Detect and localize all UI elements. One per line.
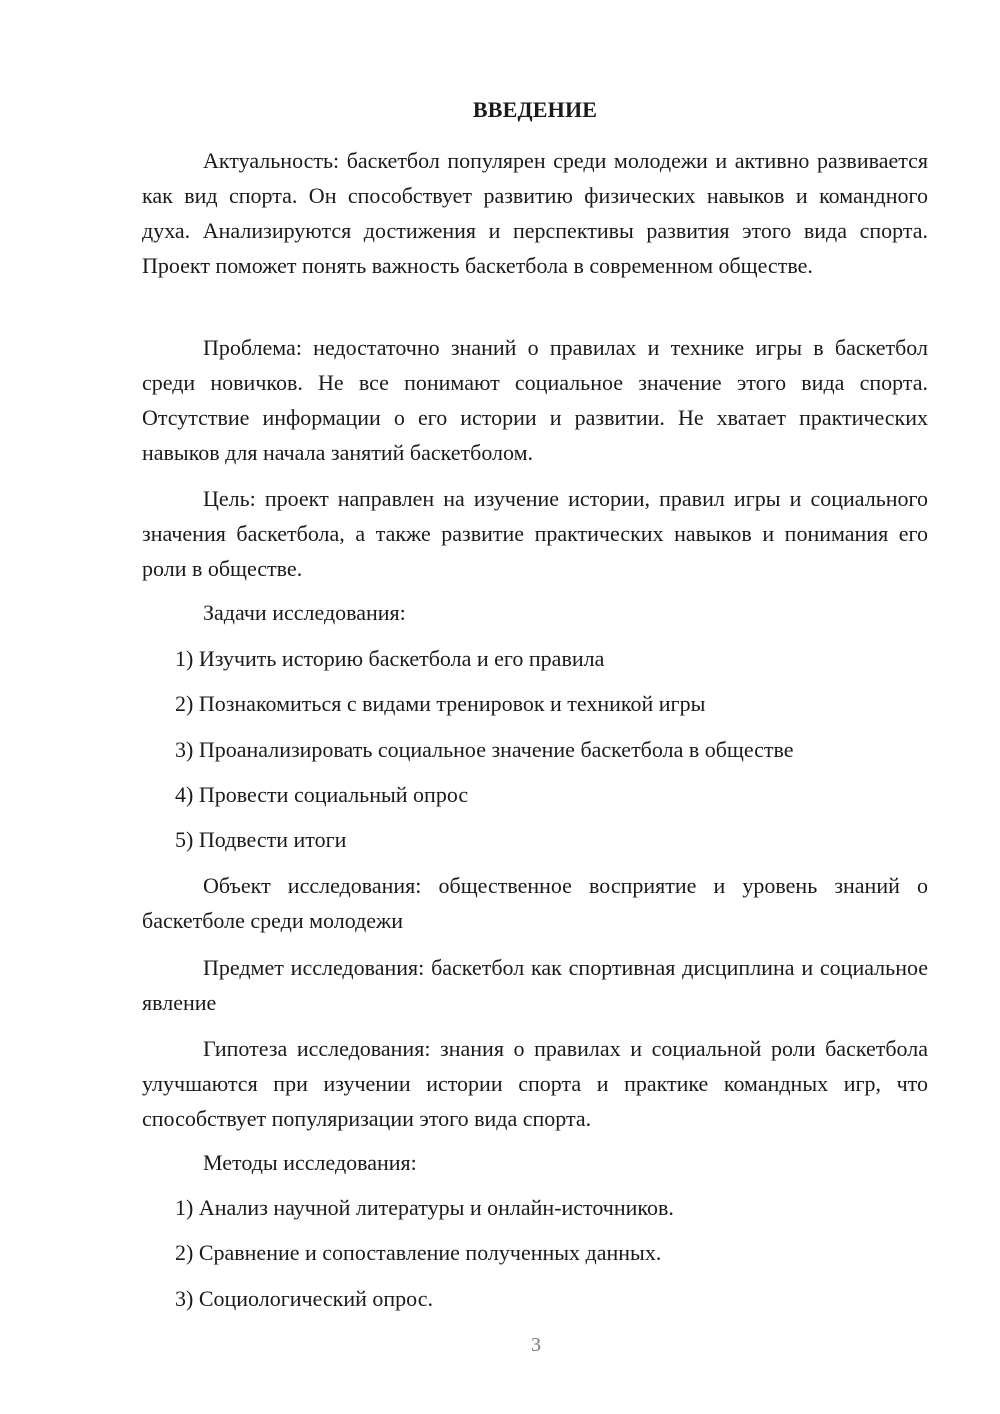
task-item: 3) Проанализировать социальное значение баскетбола в обществе bbox=[175, 737, 794, 762]
task-item: 2) Познакомиться с видами тренировок и техникой игры bbox=[175, 691, 706, 716]
hypothesis-paragraph: Гипотеза исследования: знания о правилах и социальной роли баскетбола улучшаются при изучении истории спорта и практике командных игр, что способствует популяризации этого вида спорта. bbox=[142, 1036, 928, 1131]
subject-paragraph: Предмет исследования: баскетбол как спортивная дисциплина и социальное явление bbox=[142, 955, 928, 1015]
task-item: 1) Изучить историю баскетбола и его правила bbox=[175, 646, 605, 671]
task-item: 4) Провести социальный опрос bbox=[175, 782, 469, 807]
goal-paragraph: Цель: проект направлен на изучение истории, правил игры и социального значения баскетбола, а также развитие практических навыков и понимания его роли в обществе. bbox=[142, 486, 928, 581]
page-number: 3 bbox=[531, 1334, 541, 1356]
object-paragraph: Объект исследования: общественное восприятие и уровень знаний о баскетболе среди молодежи bbox=[142, 873, 928, 933]
task-item: 5) Подвести итоги bbox=[175, 827, 347, 852]
relevance-paragraph: Актуальность: баскетбол популярен среди молодежи и активно развивается как вид спорта. Он способствует развитию физических навыков и командного духа. Анализируются достижения и перспективы развития этого вида спорта. Проект поможет понять важность баскетбола в современном обществе. bbox=[142, 148, 928, 278]
tasks-heading: Задачи исследования: bbox=[203, 600, 406, 625]
method-item: 2) Сравнение и сопоставление полученных данных. bbox=[175, 1240, 662, 1265]
methods-heading: Методы исследования: bbox=[203, 1150, 417, 1175]
method-item: 3) Социологический опрос. bbox=[175, 1286, 433, 1311]
problem-paragraph: Проблема: недостаточно знаний о правилах и технике игры в баскетбол среди новичков. Не все понимают социальное значение этого вида спорта. Отсутствие информации о его истории и развитии. Не хватает практических навыков для начала занятий баскетболом. bbox=[142, 335, 928, 465]
method-item: 1) Анализ научной литературы и онлайн-источников. bbox=[175, 1195, 674, 1220]
page-title: ВВЕДЕНИЕ bbox=[472, 97, 598, 122]
